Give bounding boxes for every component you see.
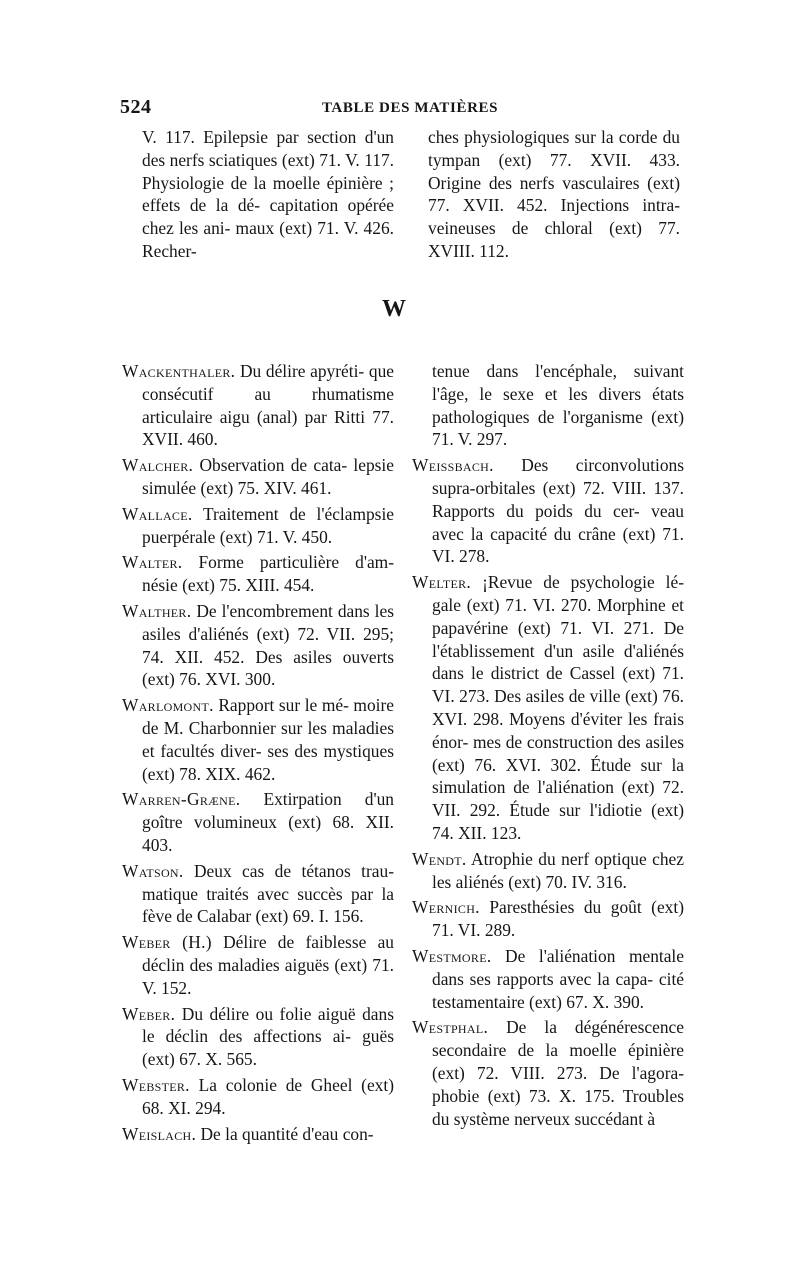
entry-text: De l'aliénation mentale dans ses rapports avec la capa- cité testamentaire (ext) 67. X. 390. bbox=[432, 945, 684, 1012]
index-entry bbox=[412, 896, 684, 942]
page-number: 524 bbox=[120, 96, 152, 118]
index-entry bbox=[122, 454, 394, 500]
index-entry bbox=[122, 1003, 394, 1071]
running-title: TABLE DES MATIÈRES bbox=[321, 100, 499, 116]
entry-text: Extirpation d'un goître volumineux (ext) 68. XII. 403. bbox=[142, 789, 394, 855]
entry-head: Walter. bbox=[122, 552, 183, 573]
entry-text: Du délire apyréti- que consécutif au rhumatisme articulaire aigu (anal) par Ritti 77. XVII. 460. bbox=[142, 361, 394, 450]
entry-text: La colonie de Gheel (ext) 68. XI. 294. bbox=[142, 1074, 394, 1118]
index-entry bbox=[122, 931, 394, 999]
entry-text: Forme particulière d'am- nésie (ext) 75. XIII. 454. bbox=[142, 552, 394, 596]
entry-head: Webster. bbox=[122, 1074, 190, 1095]
entry-head: Wallace. bbox=[122, 503, 193, 524]
entry-head: Wackenthaler. bbox=[122, 361, 236, 381]
index-entry bbox=[412, 571, 684, 845]
entry-head: Watson. bbox=[122, 860, 184, 881]
index-entry bbox=[412, 1016, 684, 1130]
index-entry bbox=[122, 860, 394, 928]
entry-text: Deux cas de tétanos trau- matique traités avec succès par la fève de Calabar (ext) 69. I. 156. bbox=[142, 860, 394, 927]
entry-head: Walther. bbox=[122, 600, 192, 621]
entry-head: Wendt. bbox=[412, 848, 467, 869]
entry-head: Westphal. bbox=[412, 1017, 489, 1038]
entry-text: Rapport sur le mé- moire de M. Charbonnier sur les maladies et facultés diver- ses des mystiques (ext) 78. XIX. 462. bbox=[142, 695, 394, 784]
index-entry bbox=[122, 1074, 394, 1120]
index-entry bbox=[412, 454, 684, 568]
index-entry bbox=[122, 360, 394, 451]
index-entry bbox=[122, 551, 394, 597]
index-entry bbox=[122, 600, 394, 691]
index-entry bbox=[412, 945, 684, 1013]
entry-head: Wernich. bbox=[412, 897, 480, 918]
continuation-text: tenue dans l'encéphale, suivant l'âge, le sexe et les divers états pathologiques de l'organisme (ext) 71. V. 297. bbox=[432, 361, 684, 450]
left-column-entries bbox=[122, 360, 394, 1148]
entry-text: Observation de cata- lepsie simulée (ext) 75. XIV. 461. bbox=[142, 455, 394, 498]
entry-text: Des circonvolutions supra-orbitales (ext) 72. VIII. 137. Rapports du poids du cer- veau avec la capacité du crâne (ext) 71. VI. 278. bbox=[432, 455, 684, 567]
continuation-text: V. 117. Epilepsie par section d'un des nerfs sciatiques (ext) 71. V. 117. Physiologie de la moelle épinière ; effets de la dé- capitation opérée chez les ani- maux (ext) 71. V. 426. Recher- bbox=[142, 127, 394, 261]
entry-text: De la quantité d'eau con- bbox=[200, 1123, 374, 1144]
entry-text: Traitement de l'éclampsie puerpérale (ext) 71. V. 450. bbox=[142, 503, 394, 547]
entry-text: De la dégénérescence secondaire de la moelle épinière (ext) 72. VIII. 273. De l'agora- phobie (ext) 73. X. 175. Troubles du système nerveux succédant à bbox=[432, 1017, 684, 1129]
entry-text: Délire de faiblesse au déclin des maladies aiguës (ext) 71. V. 152. bbox=[142, 932, 394, 998]
index-entry bbox=[412, 848, 684, 894]
entry-head: Walcher. bbox=[122, 455, 194, 476]
index-entry bbox=[122, 694, 394, 785]
continuation-text: ches physiologiques sur la corde du tympan (ext) 77. XVII. 433. Origine des nerfs vasculaires (ext) 77. XVII. 452. Injections intra-veineuses de chloral (ext) 77. XVIII. 112. bbox=[428, 127, 680, 261]
entry-text: Du délire ou folie aiguë dans le déclin des affections ai- guës (ext) 67. X. 565. bbox=[142, 1003, 394, 1070]
entry-head: Weber (H.) bbox=[122, 932, 212, 953]
entry-text: De l'encombrement dans les asiles d'aliénés (ext) 72. VII. 295; 74. XII. 452. Des asiles ouverts (ext) 76. XVI. 300. bbox=[142, 600, 394, 690]
index-entry bbox=[122, 503, 394, 549]
entry-head: Weislach. bbox=[122, 1123, 197, 1144]
left-column-top bbox=[142, 126, 394, 263]
entry-text: ¡Revue de psychologie lé- gale (ext) 71. VI. 270. Morphine et papavérine (ext) 71. VI. 271. De l'établissement d'un asile d'aliénés dans le district de Cassel (ext) 71. VI. 273. Des asiles de ville (ext) 76. XVI. 298. Moyens d'éviter les frais énor- mes de construction des asiles (ext) 76. XVI. 302. Étude sur la simulation de l'aliénation (ext) 72. VII. 292. Étude sur l'idiotie (ext) 74. XII. 123. bbox=[432, 572, 684, 843]
entry-head: Welter. bbox=[412, 572, 472, 593]
entry-head: Weissbach. bbox=[412, 455, 494, 476]
entry-head: Westmore. bbox=[412, 945, 492, 966]
index-entry bbox=[122, 1123, 394, 1146]
entry-head: Warlomont. bbox=[122, 695, 214, 716]
index-entry bbox=[122, 788, 394, 856]
section-letter: W bbox=[382, 296, 407, 322]
entry-head: Weber. bbox=[122, 1003, 176, 1024]
right-column-top bbox=[428, 126, 680, 263]
entry-head: Warren-Græne. bbox=[122, 789, 241, 810]
entry-text: Paresthésies du goût (ext) 71. VI. 289. bbox=[432, 897, 684, 941]
entry-text: Atrophie du nerf optique chez les aliénés (ext) 70. IV. 316. bbox=[432, 848, 684, 892]
right-column-entries bbox=[412, 360, 684, 1133]
